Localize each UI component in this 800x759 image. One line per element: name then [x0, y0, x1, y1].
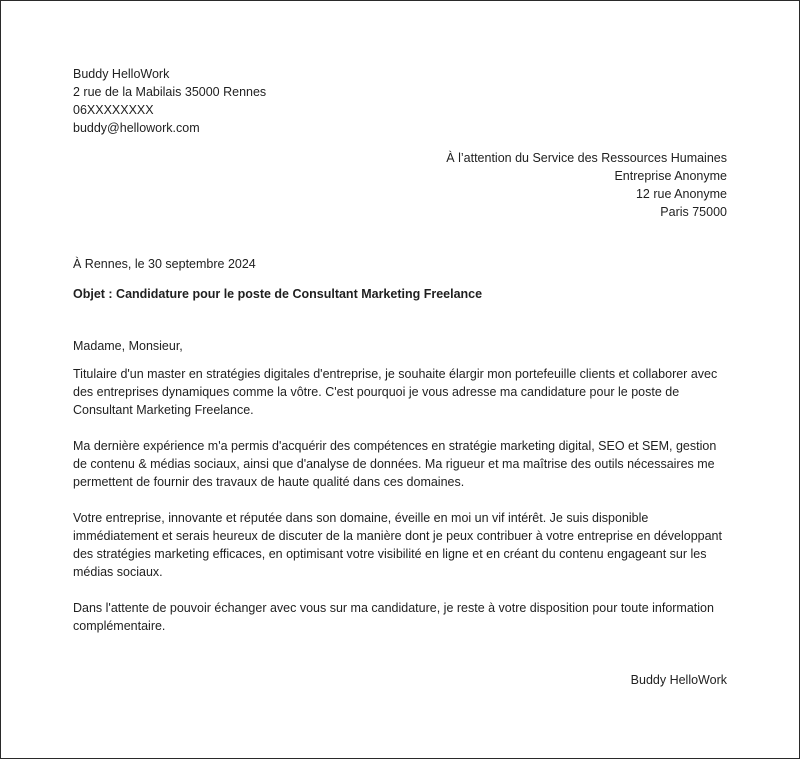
recipient-block [73, 149, 727, 221]
subject-line: Objet : Candidature pour le poste de Consultant Marketing Freelance [73, 287, 483, 301]
sender-phone: 06XXXXXXXX [73, 103, 154, 117]
signature: Buddy HelloWork [630, 673, 727, 687]
salutation: Madame, Monsieur, [73, 339, 183, 353]
recipient-street: 12 rue Anonyme [635, 187, 727, 201]
body-paragraph: Votre entreprise, innovante et réputée dans son domaine, éveille en moi un vif intérêt. Je suis disponible immédiatement et serais heureux de discuter de la manière dont je peux contribuer à votre entreprise en développant des stratégies marketing efficaces, en optimisant votre visibilité en ligne et en créant du contenu engageant sur les médias sociaux. [73, 511, 722, 579]
sender-block [73, 65, 727, 137]
recipient-city: Paris 75000 [660, 205, 727, 219]
date-line: À Rennes, le 30 septembre 2024 [73, 257, 256, 271]
sender-name: Buddy HelloWork [73, 67, 170, 81]
body-paragraph: Dans l'attente de pouvoir échanger avec vous sur ma candidature, je reste à votre disposition pour toute information complémentaire. [73, 601, 714, 633]
body-paragraph: Ma dernière expérience m'a permis d'acquérir des compétences en stratégie marketing digital, SEO et SEM, gestion de contenu & médias sociaux, ainsi que d'analyse de données. Ma rigueur et ma maîtrise des outils nécessaires me permettent de fournir des travaux de haute qualité dans ces domaines. [73, 439, 717, 489]
sender-address: 2 rue de la Mabilais 35000 Rennes [73, 85, 267, 99]
recipient-attention: À l’attention du Service des Ressources Humaines [446, 151, 727, 165]
sender-email: buddy@hellowork.com [73, 121, 200, 135]
recipient-company: Entreprise Anonyme [614, 169, 727, 183]
body-paragraph: Titulaire d'un master en stratégies digitales d'entreprise, je souhaite élargir mon portefeuille clients et collaborer avec des entreprises dynamiques comme la vôtre. C'est pourquoi je vous adresse ma candidature pour le poste de Consultant Marketing Freelance. [73, 367, 718, 417]
